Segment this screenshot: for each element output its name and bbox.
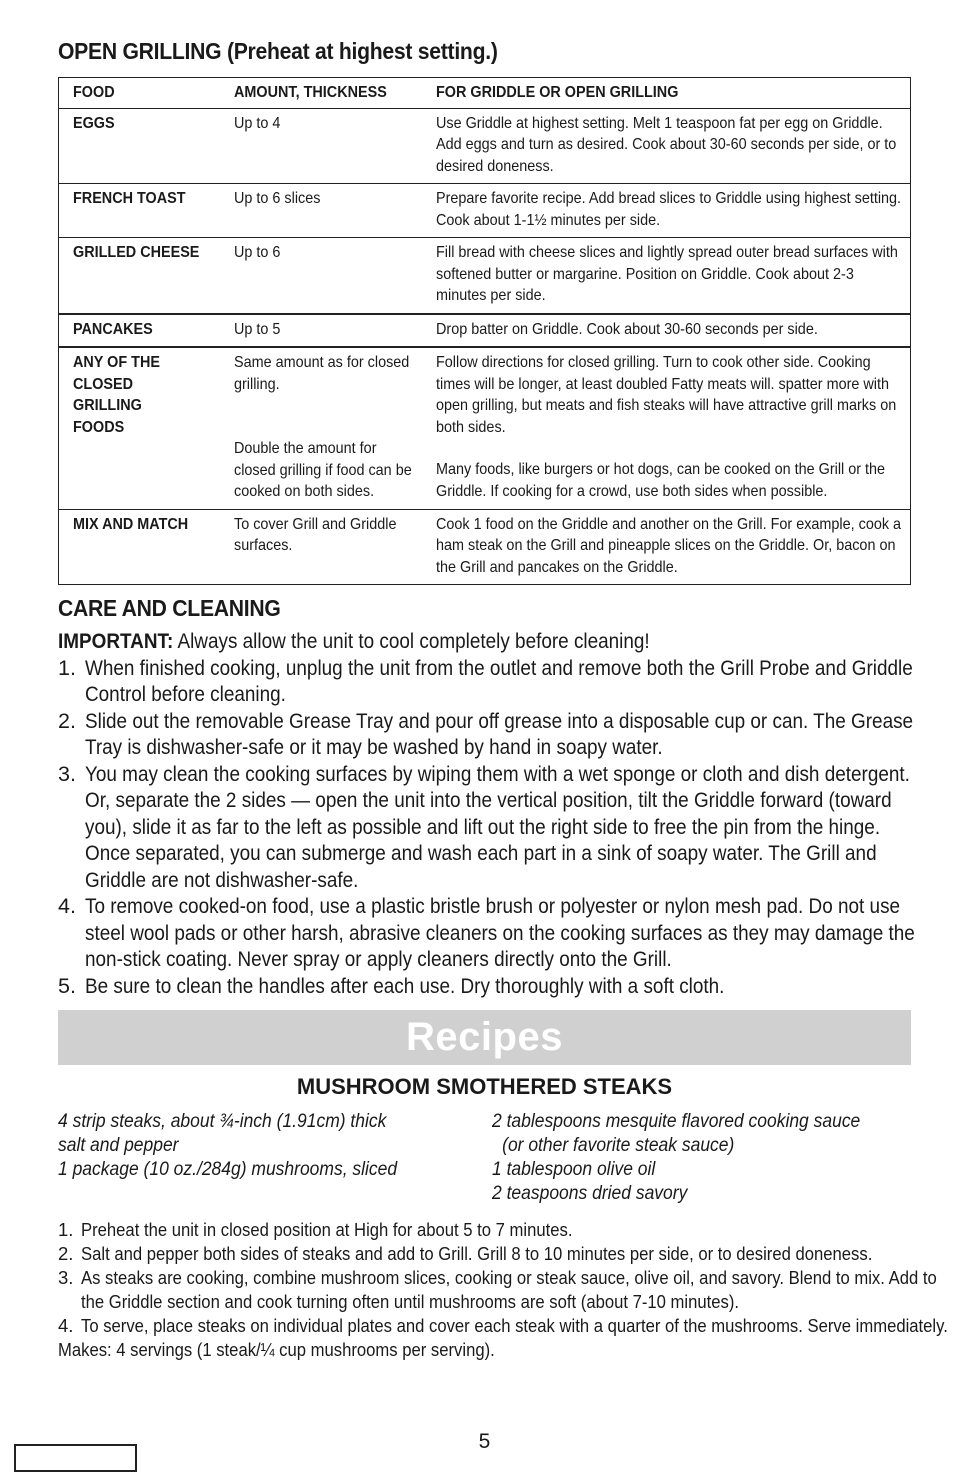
amount-cell: Up to 6 <box>234 244 281 261</box>
food-cell: PANCAKES <box>73 320 153 338</box>
list-item: 4. To serve, place steaks on individual plates and cover each steak with a quarter of the mushrooms. Serve immediately. <box>58 1315 948 1336</box>
list-item: 5. Be sure to clean the handles after each use. Dry thoroughly with a soft cloth. <box>58 973 725 998</box>
ingredient: 1 package (10 oz./284g) mushrooms, sliced <box>58 1159 398 1180</box>
ingredient: 2 tablespoons mesquite flavored cooking sauce <box>492 1111 861 1132</box>
food-cell: MIX AND MATCH <box>73 515 189 533</box>
open-grilling-table <box>58 77 911 585</box>
amount-cell: Up to 6 slices <box>234 190 321 207</box>
ingredients-left <box>58 1110 478 1182</box>
recipes-banner <box>58 1010 911 1065</box>
list-item: 3. As steaks are cooking, combine mushroom slices, cooking or steak sauce, olive oil, and savory. Blend to mix. Add to the Griddle section and cook turning often until mushrooms are soft (about 7-10 minutes). <box>58 1267 937 1312</box>
food-cell: ANY OF THE CLOSED GRILLING FOODS <box>73 354 160 436</box>
header-directions: FOR GRIDDLE OR OPEN GRILLING <box>436 84 679 101</box>
header-food: FOOD <box>73 84 115 101</box>
food-cell: FRENCH TOAST <box>73 190 186 207</box>
amount-cell: Up to 4 <box>234 114 281 132</box>
amount-cell: To cover Grill and Griddle surfaces. <box>234 515 397 554</box>
amount-cell: Same amount as for closed grilling. Double the amount for closed grilling if food can be cooked on both sides. <box>234 354 412 500</box>
important-text: Always allow the unit to cool completely before cleaning! <box>173 629 650 653</box>
recipe-title: MUSHROOM SMOTHERED STEAKS <box>296 1074 673 1099</box>
list-item: 1. Preheat the unit in closed position at High for about 5 to 7 minutes. <box>58 1219 573 1240</box>
care-and-cleaning-title: CARE AND CLEANING <box>58 595 281 621</box>
important-note <box>58 628 928 655</box>
recipe-yield: Makes: 4 servings (1 steak/¼ cup mushrooms per serving). <box>58 1339 495 1360</box>
list-item: 1. When finished cooking, unplug the unit from the outlet and remove both the Grill Probe and Griddle Control before cleaning. <box>58 655 913 706</box>
list-item: 2. Slide out the removable Grease Tray and pour off grease into a disposable cup or can. The Grease Tray is dishwasher-safe or it may be washed by hand in soapy water. <box>58 708 914 759</box>
recipe-steps <box>58 1218 954 1362</box>
food-cell: GRILLED CHEESE <box>73 244 200 261</box>
table-row <box>59 509 911 585</box>
header-amount: AMOUNT, THICKNESS <box>234 84 387 101</box>
directions-cell: Drop batter on Griddle. Cook about 30-60 seconds per side. <box>436 320 818 338</box>
directions-cell: Prepare favorite recipe. Add bread slices to Griddle using highest setting. Cook about 1-1½ minutes per side. <box>436 190 902 229</box>
open-grilling-title: OPEN GRILLING (Preheat at highest setting.) <box>58 38 498 64</box>
list-item: 3. You may clean the cooking surfaces by wiping them with a wet sponge or cloth and dish detergent. Or, separate the 2 sides — open the unit into the vertical position, tilt the Griddle forward (toward you), slide it as far to the left as possible and lift out the right side to free the pin from the hinge. Once separated, you can submerge and wash each part in a sink of soapy water. The Grill and Griddle are not dishwasher-safe. <box>58 761 910 892</box>
ingredient: salt and pepper <box>58 1135 179 1156</box>
ingredient: 1 tablespoon olive oil <box>492 1159 656 1180</box>
amount-cell: Up to 5 <box>234 320 281 338</box>
recipes-banner-title: Recipes <box>406 1015 563 1059</box>
table-header-row <box>59 78 911 109</box>
directions-cell: Follow directions for closed grilling. Turn to cook other side. Cooking times will be longer, at least doubled Fatty meats will. spatter more with open grilling, but meats and fish steaks will have attractive grill marks on both sides. Many foods, like burgers or hot dogs, can be cooked on the Grill or the Griddle. If cooking for a crowd, use both sides when possible. <box>436 354 897 500</box>
care-list <box>58 655 928 1000</box>
directions-cell: Cook 1 food on the Griddle and another on the Grill. For example, cook a ham steak on the Grill and pineapple slices on the Griddle. Or, bacon on the Grill and pancakes on the Griddle. <box>436 515 902 576</box>
care-instructions <box>58 628 928 999</box>
directions-cell: Fill bread with cheese slices and lightly spread outer bread surfaces with softened butter or margarine. Position on Griddle. Cook about 2-3 minutes per side. <box>436 244 898 304</box>
table-row <box>59 108 911 184</box>
page-number: 5 <box>478 1430 491 1453</box>
important-label: IMPORTANT: <box>58 629 174 653</box>
food-cell: EGGS <box>73 114 115 132</box>
ingredients-right <box>492 1110 912 1206</box>
table-row <box>59 238 911 314</box>
list-item: 2. Salt and pepper both sides of steaks and add to Grill. Grill 8 to 10 minutes per side, or to desired doneness. <box>58 1243 873 1264</box>
list-item: 4. To remove cooked-on food, use a plastic bristle brush or polyester or nylon mesh pad. Do not use steel wool pads or other harsh, abrasive cleaners on the cooking surfaces as they may damage the non-stick coating. Never spray or apply cleaners directly onto the Grill. <box>58 894 915 971</box>
ingredient: 2 teaspoons dried savory <box>492 1183 688 1204</box>
table-row <box>59 314 911 348</box>
ingredient: (or other favorite steak sauce) <box>502 1135 735 1156</box>
table-row <box>59 184 911 238</box>
directions-cell: Use Griddle at highest setting. Melt 1 teaspoon fat per egg on Griddle. Add eggs and turn as desired. Cook about 30-60 seconds per side, or to desired doneness. <box>436 114 897 175</box>
ingredient: 4 strip steaks, about ¾-inch (1.91cm) thick <box>58 1111 387 1132</box>
table-row <box>59 347 911 509</box>
corner-box <box>14 1444 137 1472</box>
